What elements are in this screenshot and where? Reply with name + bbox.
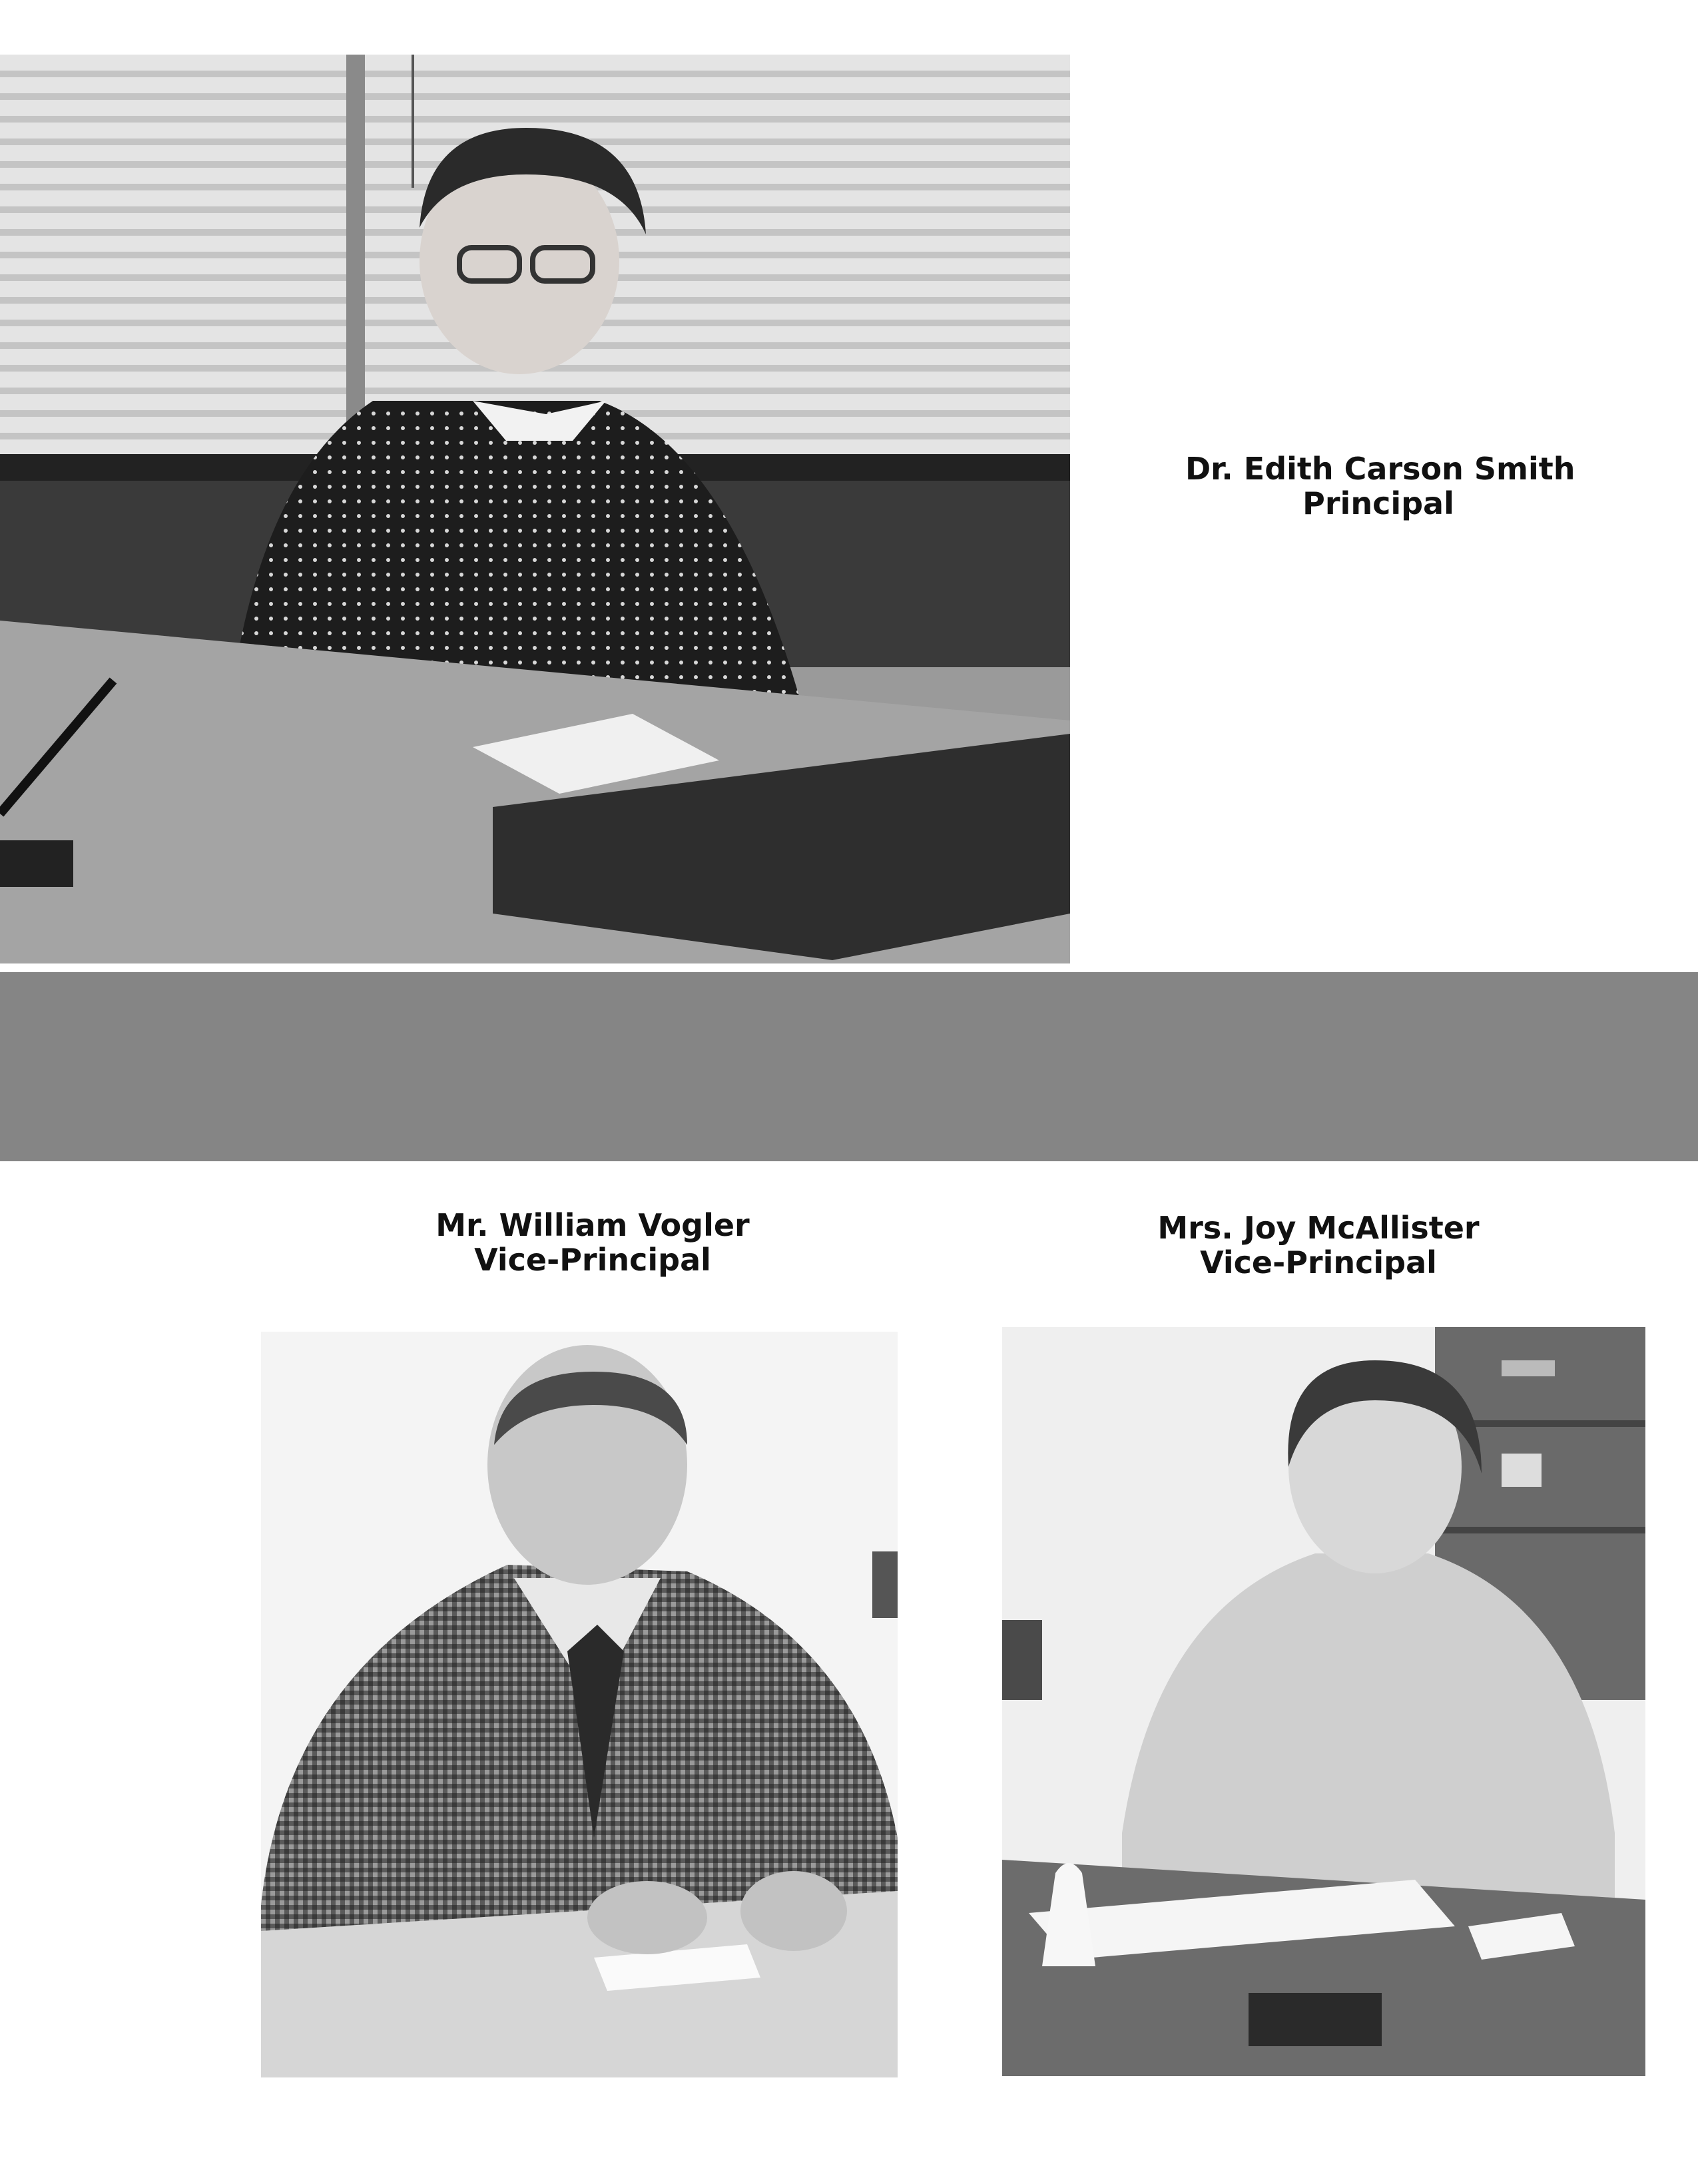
principal-caption: [1185, 451, 1575, 521]
vice-principal-2-title: Vice-Principal: [1200, 1244, 1437, 1280]
vice-principal-2-caption: [1125, 1211, 1512, 1280]
vice-principal-1-title: Vice-Principal: [474, 1242, 711, 1278]
gray-band: [0, 972, 1698, 1161]
principal-title: Principal: [1302, 485, 1454, 521]
vice-principal-1-photo: [261, 1332, 898, 2077]
principal-name: Dr. Edith Carson Smith: [1185, 451, 1575, 487]
vice-principal-2-name: Mrs. Joy McAllister: [1157, 1210, 1480, 1246]
vice-principal-2-photo: [1002, 1327, 1645, 2076]
principal-photo: [0, 55, 1070, 963]
vice-principal-1-caption: [406, 1208, 779, 1277]
vice-principal-1-name: Mr. William Vogler: [435, 1207, 750, 1243]
